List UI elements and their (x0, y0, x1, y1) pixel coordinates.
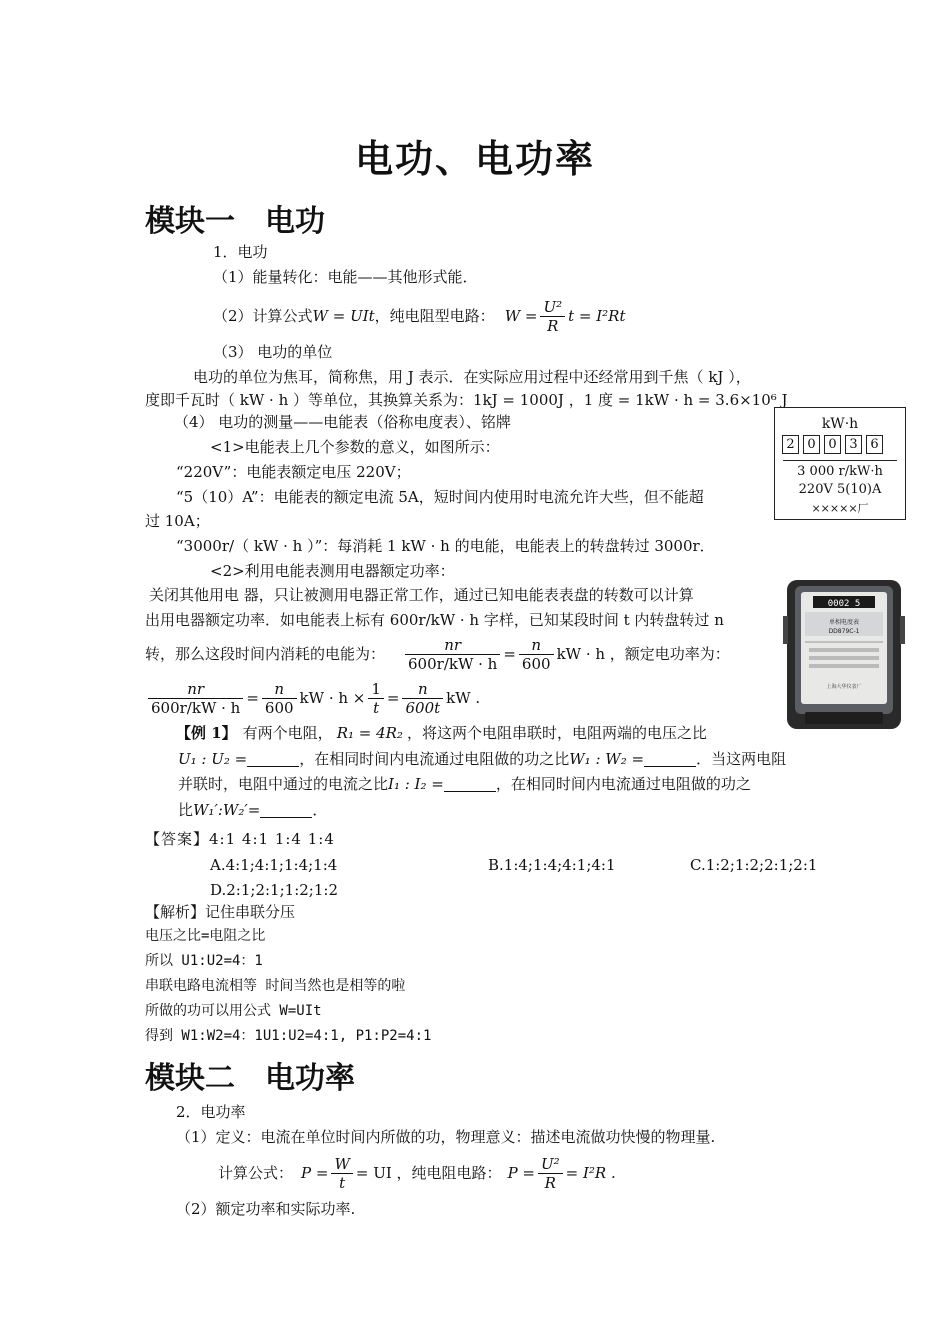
current-ratio: I₁ : I₂ = (388, 775, 444, 793)
rated-power-line2: 出用电器额定功率．如电能表上标有 600r/kW · h 字样，已知某段时间 t 内转盘转过 n (145, 611, 724, 629)
example-text: ．当这两电阻 (696, 750, 787, 768)
formula-w: W = (504, 307, 538, 325)
power-definition: （1）定义：电流在单位时间内所做的功，物理意义：描述电流做功快慢的物理量. (176, 1128, 716, 1146)
power-formula-line (145, 676, 480, 720)
voltage-ratio: U₁ : U₂ = (178, 750, 248, 768)
equals-sign: = (503, 645, 516, 663)
parallel-work-ratio: W₁′:W₂′= (193, 801, 261, 819)
answer-line: 【答案】4:1 4:1 1:4 1:4 (145, 830, 335, 848)
formula-w-uit: W = UIt (312, 307, 375, 325)
formula-tail: kW · h ，额定电功率为： (556, 645, 730, 663)
photo-reading: 0002 5 (827, 599, 861, 609)
meter-digit: 3 (845, 435, 862, 454)
work-ratio: W₁ : W₂ = (569, 750, 645, 768)
meter-digit: 2 (782, 435, 799, 454)
fraction-n-over-600t (402, 680, 443, 717)
analysis-line1: 电压之比=电阻之比 (145, 928, 266, 944)
fraction-n-over-600 (262, 680, 297, 717)
example-line2 (178, 748, 786, 770)
resistor-relation: R₁ = 4R₂ (336, 724, 403, 742)
fraction-u2-over-r (540, 298, 565, 335)
formula-prefix: （2）计算公式 (213, 307, 313, 325)
fraction-denominator: 600r/kW · h (151, 698, 241, 717)
meter-3000r-line: “3000r/（ kW · h ）”：每消耗 1 kW · h 的电能，电能表上的转盘转过 3000r． (176, 537, 715, 555)
answer-blank[interactable] (444, 777, 496, 792)
module1-heading: 模块一 电功 (145, 204, 325, 239)
module2-heading: 模块二 电功率 (145, 1061, 355, 1096)
fraction-nr-over-600 (148, 680, 243, 717)
fraction-numerator: nr (405, 636, 500, 655)
fraction-numerator: 1 (368, 680, 384, 699)
energy-conversion-line: （1）能量转化：电能——其他形式能． (213, 268, 478, 286)
example-text: ． (312, 801, 328, 819)
example-text: 有两个电阻， (242, 724, 333, 742)
meter-220v-line: “220V”：电能表额定电压 220V； (176, 463, 411, 481)
formula-tail: t = I²Rt (568, 307, 626, 325)
example-text-tail: ，将这两个电阻串联时，电阻两端的电压之比 (406, 724, 707, 742)
fraction-denominator: 600r/kW · h (408, 654, 498, 673)
fraction-denominator: 600t (405, 698, 441, 717)
unit-paragraph-line1: 电功的单位为焦耳，简称焦，用 J 表示．在实际应用过程中还经常用到千焦（ kJ ）， (193, 368, 751, 386)
meter-5a-line1: “5（10）A”：电能表的额定电流 5A，短时间内使用时电流允许大些，但不能超 (176, 488, 704, 506)
example-label: 【例 1】 (176, 724, 237, 742)
equals-sign: = (386, 689, 400, 707)
equals-sign: = (246, 689, 259, 707)
section-1-title: 1．电功 (213, 243, 268, 261)
meter-digit: 0 (824, 435, 841, 454)
example-text: 比 (178, 801, 194, 819)
photo-maker: 上海大华仪表厂 (826, 684, 862, 690)
meter-unit-label: kW·h (821, 416, 859, 432)
meter-divider (783, 460, 897, 461)
section-2-title: 2．电功率 (176, 1103, 246, 1121)
meter-rev-rate: 3 000 r/kW·h (797, 464, 883, 479)
unit-paragraph-line2: 度即千瓦时（ kW · h ）等单位，其换算关系为：1kJ = 1000J ，1 度 = 1kW · h = 3.6×10⁶ J (145, 391, 788, 409)
meter-maker: ×××××厂 (811, 502, 869, 515)
example-text: 并联时，电阻中通过的电流之比 (178, 775, 389, 793)
formula-p: P = (301, 1164, 329, 1182)
formula-mid: ，纯电阻型电路： (374, 307, 495, 325)
answer-blank[interactable] (644, 752, 696, 767)
fraction-numerator: n (402, 680, 443, 699)
formula-p: P = (507, 1164, 535, 1182)
option-b: B.1:4;1:4;4:1;4:1 (488, 856, 616, 874)
fraction-numerator: n (519, 636, 554, 655)
rated-actual-power: （2）额定功率和实际功率. (176, 1200, 356, 1218)
meter-digit: 0 (803, 435, 820, 454)
unit-subtitle: （3） 电功的单位 (213, 343, 333, 361)
analysis-line5: 得到 W1:W2=4：1U1:U2=4:1, P1:P2=4:1 (145, 1028, 432, 1044)
calc-prefix: 计算公式： (218, 1164, 294, 1182)
option-c: C.1:2;1:2;2:1;2:1 (690, 856, 818, 874)
fraction-denominator: R (547, 316, 559, 335)
fraction-denominator: t (339, 1173, 346, 1192)
example-line4 (178, 799, 327, 821)
option-d: D.2:1;2:1;1:2;1:2 (210, 881, 338, 899)
fraction-denominator: R (544, 1173, 556, 1192)
fraction-denominator: t (373, 698, 380, 717)
fraction-w-over-t (331, 1155, 352, 1192)
fraction-denominator: 600 (264, 698, 294, 717)
analysis-line3: 串联电路电流相等 时间当然也是相等的啦 (145, 978, 406, 994)
meter-params-intro: <1>电能表上几个参数的意义，如图所示： (210, 438, 500, 456)
fraction-nr-over-600 (405, 636, 500, 673)
rated-power-line3: 转，那么这段时间内消耗的电能为： (145, 645, 386, 663)
rated-power-line1: 关闭其他用电 器，只让被测用电器正常工作，通过已知电能表表盘的转数可以计算 (149, 586, 694, 604)
formula-tail: kW . (446, 689, 481, 707)
fraction-1-over-t (368, 680, 384, 717)
fraction-numerator: nr (148, 680, 243, 699)
electric-meter-photo (783, 576, 905, 733)
photo-name: 单相电度表 (828, 619, 860, 626)
analysis-line2: 所以 U1:U2=4：1 (145, 953, 263, 969)
answer-blank[interactable] (247, 752, 299, 767)
photo-model: DD879C-1 (828, 628, 860, 635)
example-line3 (178, 773, 751, 795)
measurement-subtitle: （4） 电功的测量——电能表（俗称电度表）、铭牌 (174, 413, 511, 431)
answer-blank[interactable] (260, 803, 312, 818)
rated-power-intro: <2>利用电能表测用电器额定功率： (210, 562, 455, 580)
meter-rating: 220V 5(10)A (798, 482, 882, 497)
work-formula-line (213, 292, 626, 340)
energy-formula-line (145, 632, 730, 676)
fraction-numerator: W (331, 1155, 352, 1174)
fraction-numerator: U² (540, 298, 565, 317)
example-text: ，在相同时间内电流通过电阻做的功之 (495, 775, 751, 793)
analysis-label: 【解析】记住串联分压 (145, 903, 296, 921)
fraction-numerator: n (262, 680, 297, 699)
fraction-u2-over-r (538, 1155, 563, 1192)
analysis-line4: 所做的功可以用公式 W=UIt (145, 1003, 322, 1019)
meter-5a-line2: 过 10A； (145, 512, 210, 530)
example-line1 (176, 722, 707, 744)
formula-tail: = UI ，纯电阻电路： (355, 1164, 502, 1182)
option-a: A.4:1;4:1;1:4;1:4 (210, 856, 338, 874)
fraction-denominator: 600 (521, 654, 551, 673)
meter-digits (782, 435, 883, 454)
power-formula-row (218, 1150, 616, 1196)
fraction-n-over-600 (519, 636, 554, 673)
meter-digit: 6 (866, 435, 883, 454)
formula-tail: = I²R . (565, 1164, 616, 1182)
page-title: 电功、电功率 (354, 137, 595, 181)
formula-mid: kW · h × (299, 689, 366, 707)
example-text: ，在相同时间内电流通过电阻做的功之比 (299, 750, 570, 768)
fraction-numerator: U² (538, 1155, 563, 1174)
meter-diagram (774, 407, 906, 520)
